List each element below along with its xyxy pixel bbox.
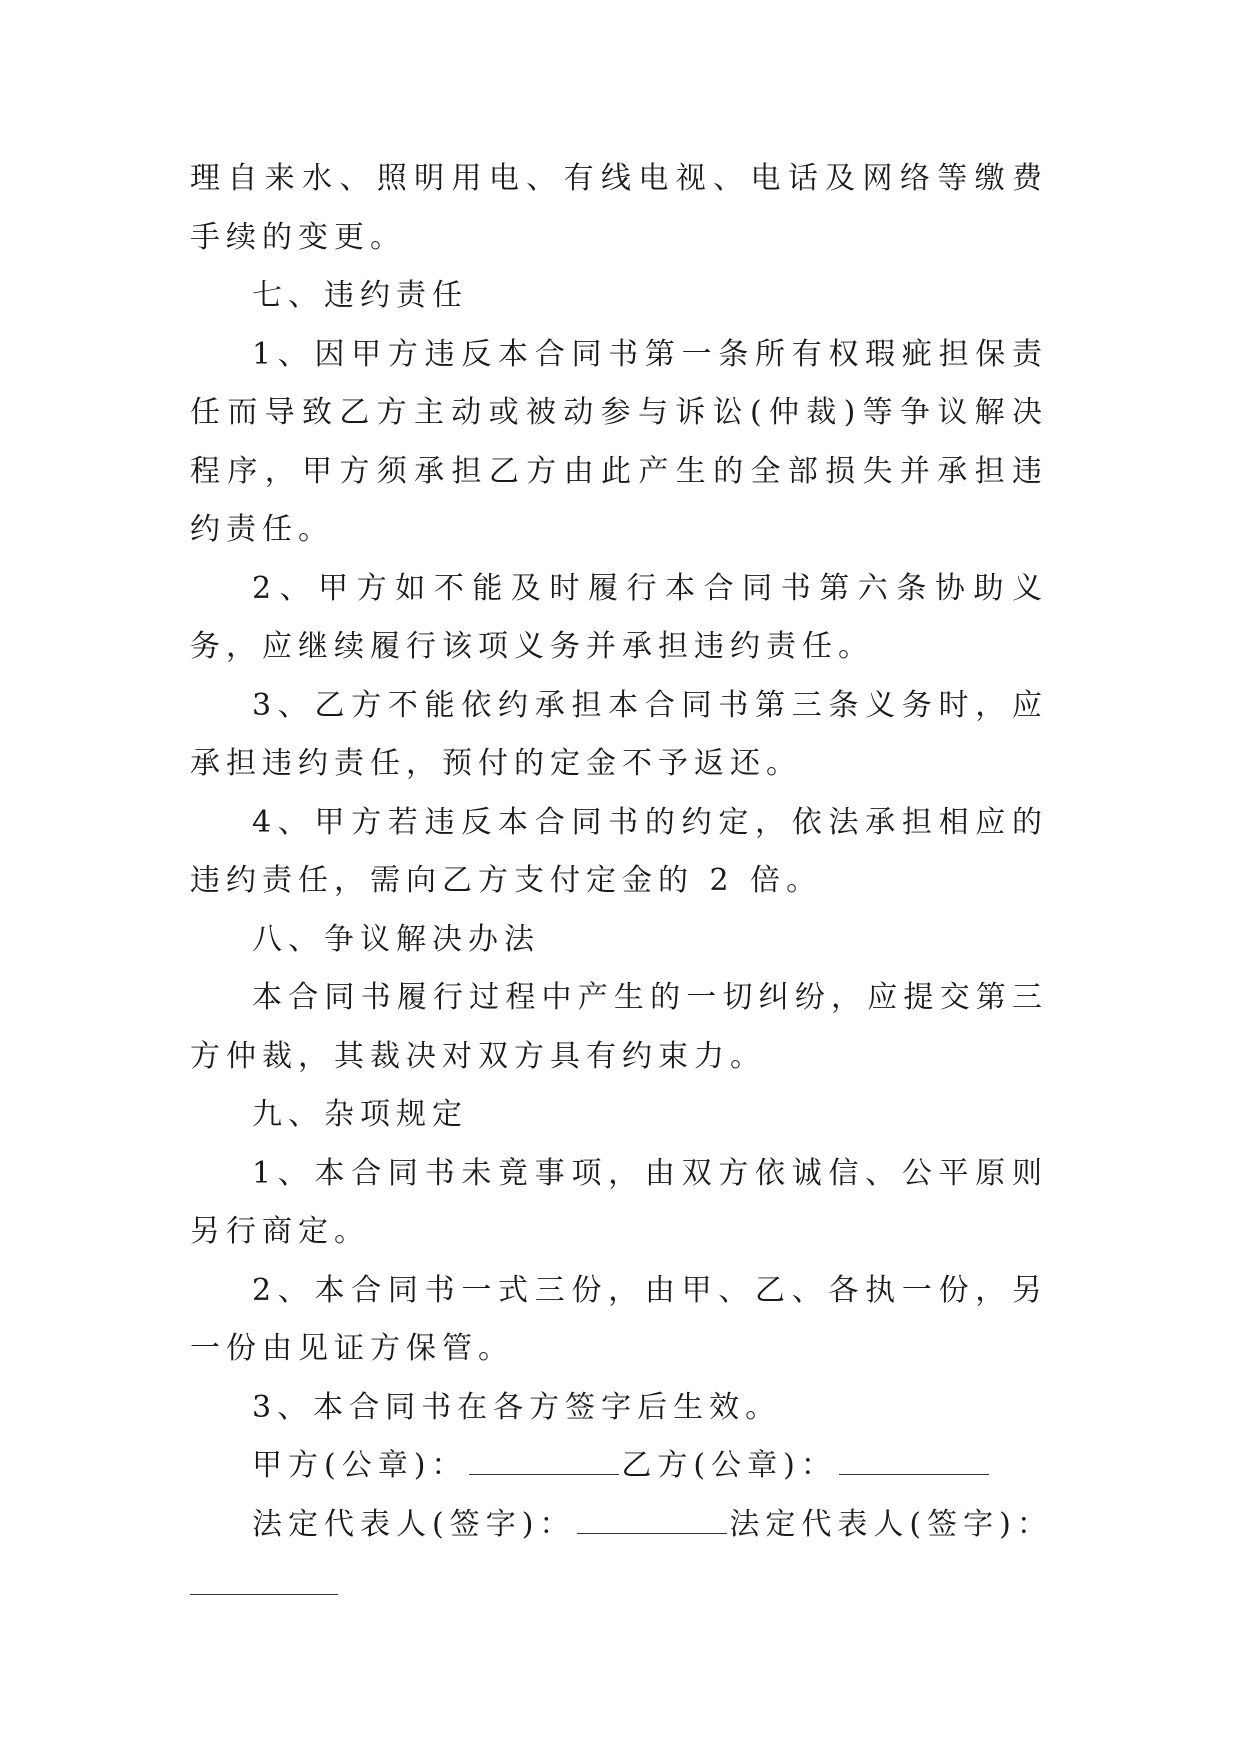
clause-breach-1: 1、因甲方违反本合同书第一条所有权瑕疵担保责任而导致乙方主动或被动参与诉讼(仲裁)等争议解决程序，甲方须承担乙方由此产生的全部损失并承担违约责任。	[190, 336, 1048, 547]
party-a-rep-blank[interactable]	[577, 1503, 727, 1534]
party-b-seal-blank[interactable]	[839, 1444, 989, 1475]
section-heading-dispute: 八、争议解决办法	[252, 921, 540, 957]
signature-line-seals	[190, 1437, 1048, 1496]
party-a-seal-blank[interactable]	[469, 1444, 619, 1475]
party-a-seal-label: 甲方(公章)：	[252, 1448, 468, 1483]
clause-breach-3: 3、乙方不能依约承担本合同书第三条义务时，应承担违约责任，预付的定金不予返还。	[190, 687, 1048, 781]
clause-misc-2: 2、本合同书一式三份，由甲、乙、各执一份，另一份由见证方保管。	[190, 1272, 1048, 1366]
party-b-rep-blank[interactable]	[190, 1554, 338, 1595]
party-a-rep-label: 法定代表人(签字)：	[252, 1506, 576, 1542]
paragraph-continuation: 理自来水、照明用电、有线电视、电话及网络等缴费手续的变更。	[190, 161, 1048, 255]
party-b-seal-label: 乙方(公章)：	[621, 1448, 837, 1483]
signature-line-representatives	[190, 1496, 1053, 1555]
party-b-rep-label: 法定代表人(签字)：	[729, 1506, 1053, 1542]
clause-breach-4: 4、甲方若违反本合同书的约定，依法承担相应的违约责任，需向乙方支付定金的 2 倍。	[190, 804, 1048, 898]
section-heading-misc: 九、杂项规定	[252, 1097, 468, 1132]
clause-breach-2: 2、甲方如不能及时履行本合同书第六条协助义务，应继续履行该项义务并承担违约责任。	[190, 570, 1048, 664]
clause-misc-1: 1、本合同书未竟事项，由双方依诚信、公平原则另行商定。	[190, 1155, 1048, 1249]
clause-dispute: 本合同书履行过程中产生的一切纠纷，应提交第三方仲裁，其裁决对双方具有约束力。	[190, 980, 1048, 1074]
clause-misc-3: 3、本合同书在各方签字后生效。	[252, 1389, 782, 1425]
document-body	[190, 150, 1053, 1595]
section-heading-breach: 七、违约责任	[252, 278, 468, 313]
